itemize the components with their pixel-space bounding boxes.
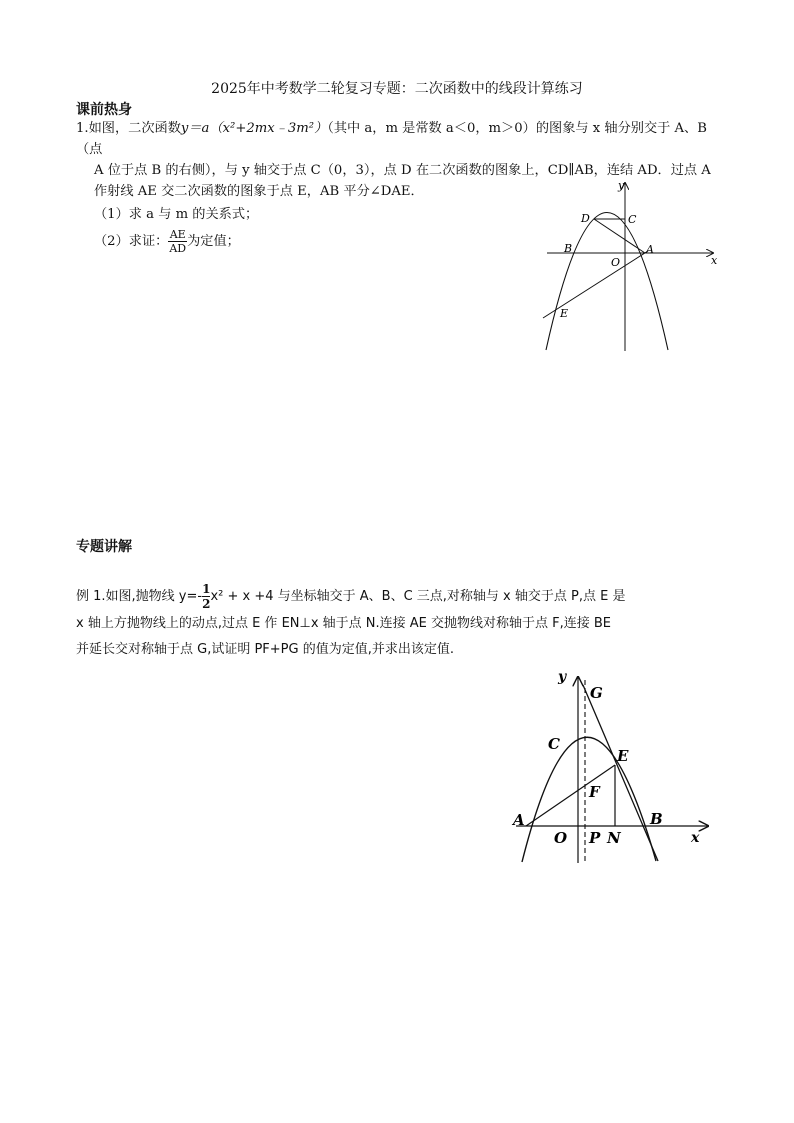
question-1-line-1: [76, 118, 726, 160]
question-1-part-1: （1）求 a 与 m 的关系式；: [94, 207, 259, 222]
example-1-line-1: [76, 582, 726, 611]
section-heading-lecture: 专题讲解: [76, 539, 132, 555]
figure-2: [508, 665, 718, 870]
label-n: N: [607, 829, 621, 847]
question-1-part-2-prefix: （2）求证：: [94, 234, 169, 249]
fraction-numerator: 1: [202, 582, 211, 596]
label-x: x: [691, 830, 700, 846]
label-y: y: [558, 669, 567, 685]
label-a: A: [513, 811, 525, 829]
label-f: F: [589, 783, 600, 801]
parabola-curve: [546, 213, 668, 351]
label-e: E: [617, 747, 629, 765]
label-y: y: [618, 179, 625, 192]
label-b: B: [650, 810, 663, 828]
label-g: G: [590, 684, 603, 702]
label-p: P: [589, 829, 601, 847]
segment-ae: [526, 765, 615, 826]
label-b: B: [564, 242, 573, 255]
label-o: O: [554, 829, 568, 847]
label-c: C: [628, 213, 637, 226]
question-1-text-b: （其中 a，m 是常数 a＜0，m＞0）的图象与 x 轴分别交于 A、B（点: [76, 121, 707, 157]
fraction-numerator: AE: [169, 228, 186, 241]
fraction-denominator: 2: [202, 597, 211, 611]
question-1-function: y＝a（x²+2mx﹣3m²）: [180, 121, 328, 136]
example-1-text-a: 例 1.如图,抛物线 y=-: [76, 589, 203, 604]
label-a: A: [646, 243, 654, 256]
label-d: D: [581, 212, 590, 225]
question-1-text-a: 如图，二次函数: [88, 121, 181, 136]
example-1-text-b: x² + x +4 与坐标轴交于 A、B、C 三点,对称轴与 x 轴交于点 P,点 E 是: [210, 589, 626, 604]
label-x: x: [711, 254, 718, 267]
question-1-part-2-suffix: 为定值；: [187, 234, 240, 249]
question-1-number: 1.: [76, 121, 89, 136]
question-1-line-2: A 位于点 B 的右侧），与 y 轴交于点 C（0，3），点 D 在二次函数的图象上，CD∥AB，连结 AD．过点 A: [94, 163, 711, 178]
page-title: 2025年中考数学二轮复习专题：二次函数中的线段计算练习: [211, 81, 583, 97]
section-heading-warmup: 课前热身: [76, 102, 132, 118]
fraction-denominator: AD: [169, 242, 187, 255]
example-1: [76, 582, 726, 663]
example-1-line-2: x 轴上方抛物线上的动点,过点 E 作 EN⊥x 轴于点 N.连接 AE 交抛物线对称轴于点 F,连接 BE: [76, 616, 612, 631]
ray-ae: [543, 251, 648, 318]
segment-ad: [594, 219, 645, 253]
label-o: O: [611, 256, 621, 269]
question-1-line-3: 作射线 AE 交二次函数的图象于点 E，AB 平分∠DAE．: [94, 184, 424, 199]
figure-1: [535, 175, 725, 355]
label-e: E: [560, 307, 569, 320]
fraction-ae-ad: [168, 228, 187, 255]
example-1-line-3: 并延长交对称轴于点 G,试证明 PF+PG 的值为定值,并求出该定值.: [76, 642, 454, 657]
label-c: C: [548, 735, 560, 753]
